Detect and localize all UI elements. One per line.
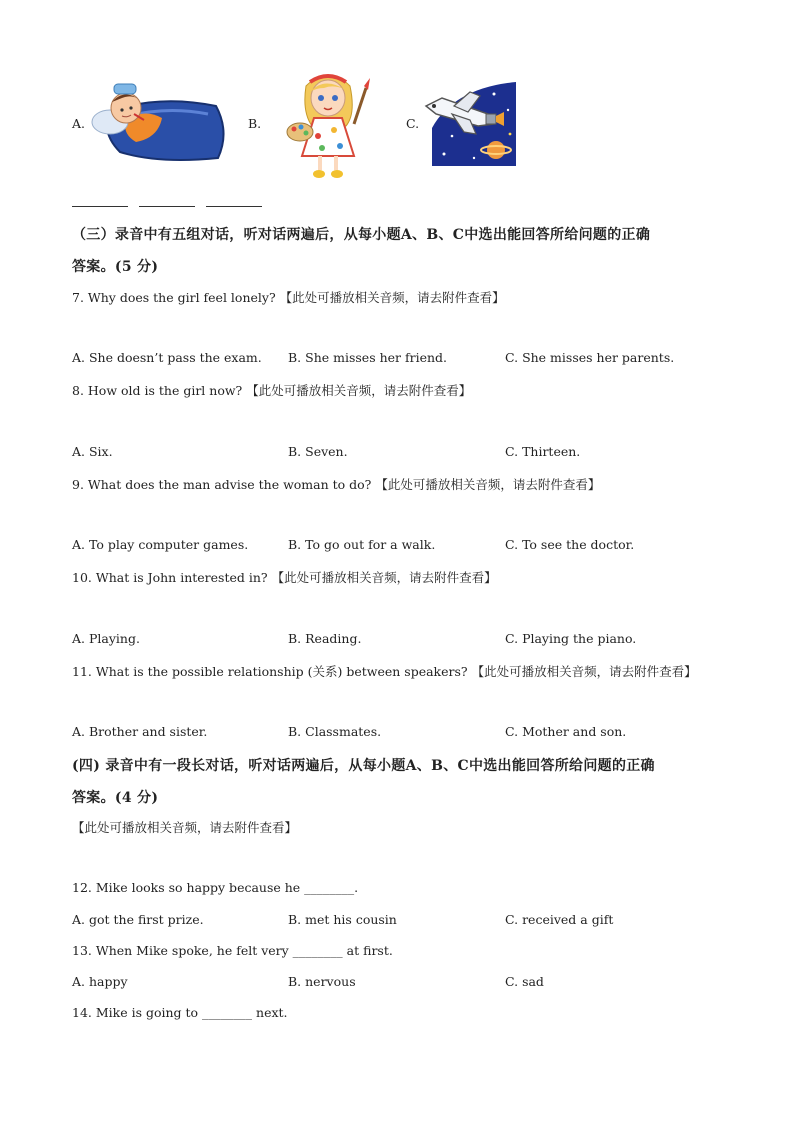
- sick-boy-in-bed-icon: [88, 72, 234, 164]
- q11-option-a[interactable]: A. Brother and sister.: [72, 724, 208, 739]
- q8-option-a[interactable]: A. Six.: [72, 444, 113, 459]
- section3-heading-line2: 答案。(5 分): [72, 259, 159, 275]
- section4-audio-note[interactable]: 【此处可播放相关音频，请去附件查看】: [72, 820, 298, 835]
- q7-option-a[interactable]: A. She doesn’t pass the exam.: [72, 350, 262, 365]
- q9-option-a[interactable]: A. To play computer games.: [72, 537, 249, 552]
- picture-label-c: C.: [406, 116, 420, 131]
- picture-label-b: B.: [248, 116, 262, 131]
- question-7: 7. Why does the girl feel lonely? 【此处可播放相关音频，请去附件查看】: [72, 290, 505, 305]
- answer-blank-b[interactable]: [139, 206, 195, 207]
- section4-heading-line2: 答案。(4 分): [72, 790, 159, 806]
- question-10: 10. What is John interested in? 【此处可播放相关音频，请去附件查看】: [72, 570, 497, 585]
- q10-option-b[interactable]: B. Reading.: [288, 631, 362, 646]
- q8-option-b[interactable]: B. Seven.: [288, 444, 348, 459]
- q12-option-b[interactable]: B. met his cousin: [288, 912, 397, 927]
- q13-option-c[interactable]: C. sad: [505, 974, 544, 989]
- q13-option-a[interactable]: A. happy: [72, 974, 128, 989]
- q13-option-b[interactable]: B. nervous: [288, 974, 356, 989]
- question-8: 8. How old is the girl now? 【此处可播放相关音频，请去附件查看】: [72, 383, 472, 398]
- question-14: 14. Mike is going to ________ next.: [72, 1005, 288, 1020]
- answer-blank-a[interactable]: [72, 206, 128, 207]
- q12-option-c[interactable]: C. received a gift: [505, 912, 614, 927]
- section4-heading-line1: (四) 录音中有一段长对话，听对话两遍后，从每小题A、B、C中选出能回答所给问题的正确: [72, 758, 655, 774]
- question-9: 9. What does the man advise the woman to do? 【此处可播放相关音频，请去附件查看】: [72, 477, 601, 492]
- question-11: 11. What is the possible relationship (关系) between speakers? 【此处可播放相关音频，请去附件查看】: [72, 664, 697, 679]
- q10-option-c[interactable]: C. Playing the piano.: [505, 631, 637, 646]
- q7-option-c[interactable]: C. She misses her parents.: [505, 350, 675, 365]
- q10-option-a[interactable]: A. Playing.: [72, 631, 140, 646]
- q11-option-b[interactable]: B. Classmates.: [288, 724, 382, 739]
- space-shuttle-icon: [424, 80, 516, 166]
- section3-heading-line1: （三）录音中有五组对话，听对话两遍后，从每小题A、B、C中选出能回答所给问题的正确: [72, 227, 651, 243]
- question-12: 12. Mike looks so happy because he ________.: [72, 880, 359, 895]
- q12-option-a[interactable]: A. got the first prize.: [72, 912, 204, 927]
- answer-blank-c[interactable]: [206, 206, 262, 207]
- q11-option-c[interactable]: C. Mother and son.: [505, 724, 627, 739]
- question-13: 13. When Mike spoke, he felt very ________ at first.: [72, 943, 393, 958]
- q8-option-c[interactable]: C. Thirteen.: [505, 444, 581, 459]
- q9-option-c[interactable]: C. To see the doctor.: [505, 537, 635, 552]
- picture-label-a: A.: [72, 116, 86, 131]
- q9-option-b[interactable]: B. To go out for a walk.: [288, 537, 436, 552]
- girl-painting-icon: [284, 64, 374, 182]
- q7-option-b[interactable]: B. She misses her friend.: [288, 350, 448, 365]
